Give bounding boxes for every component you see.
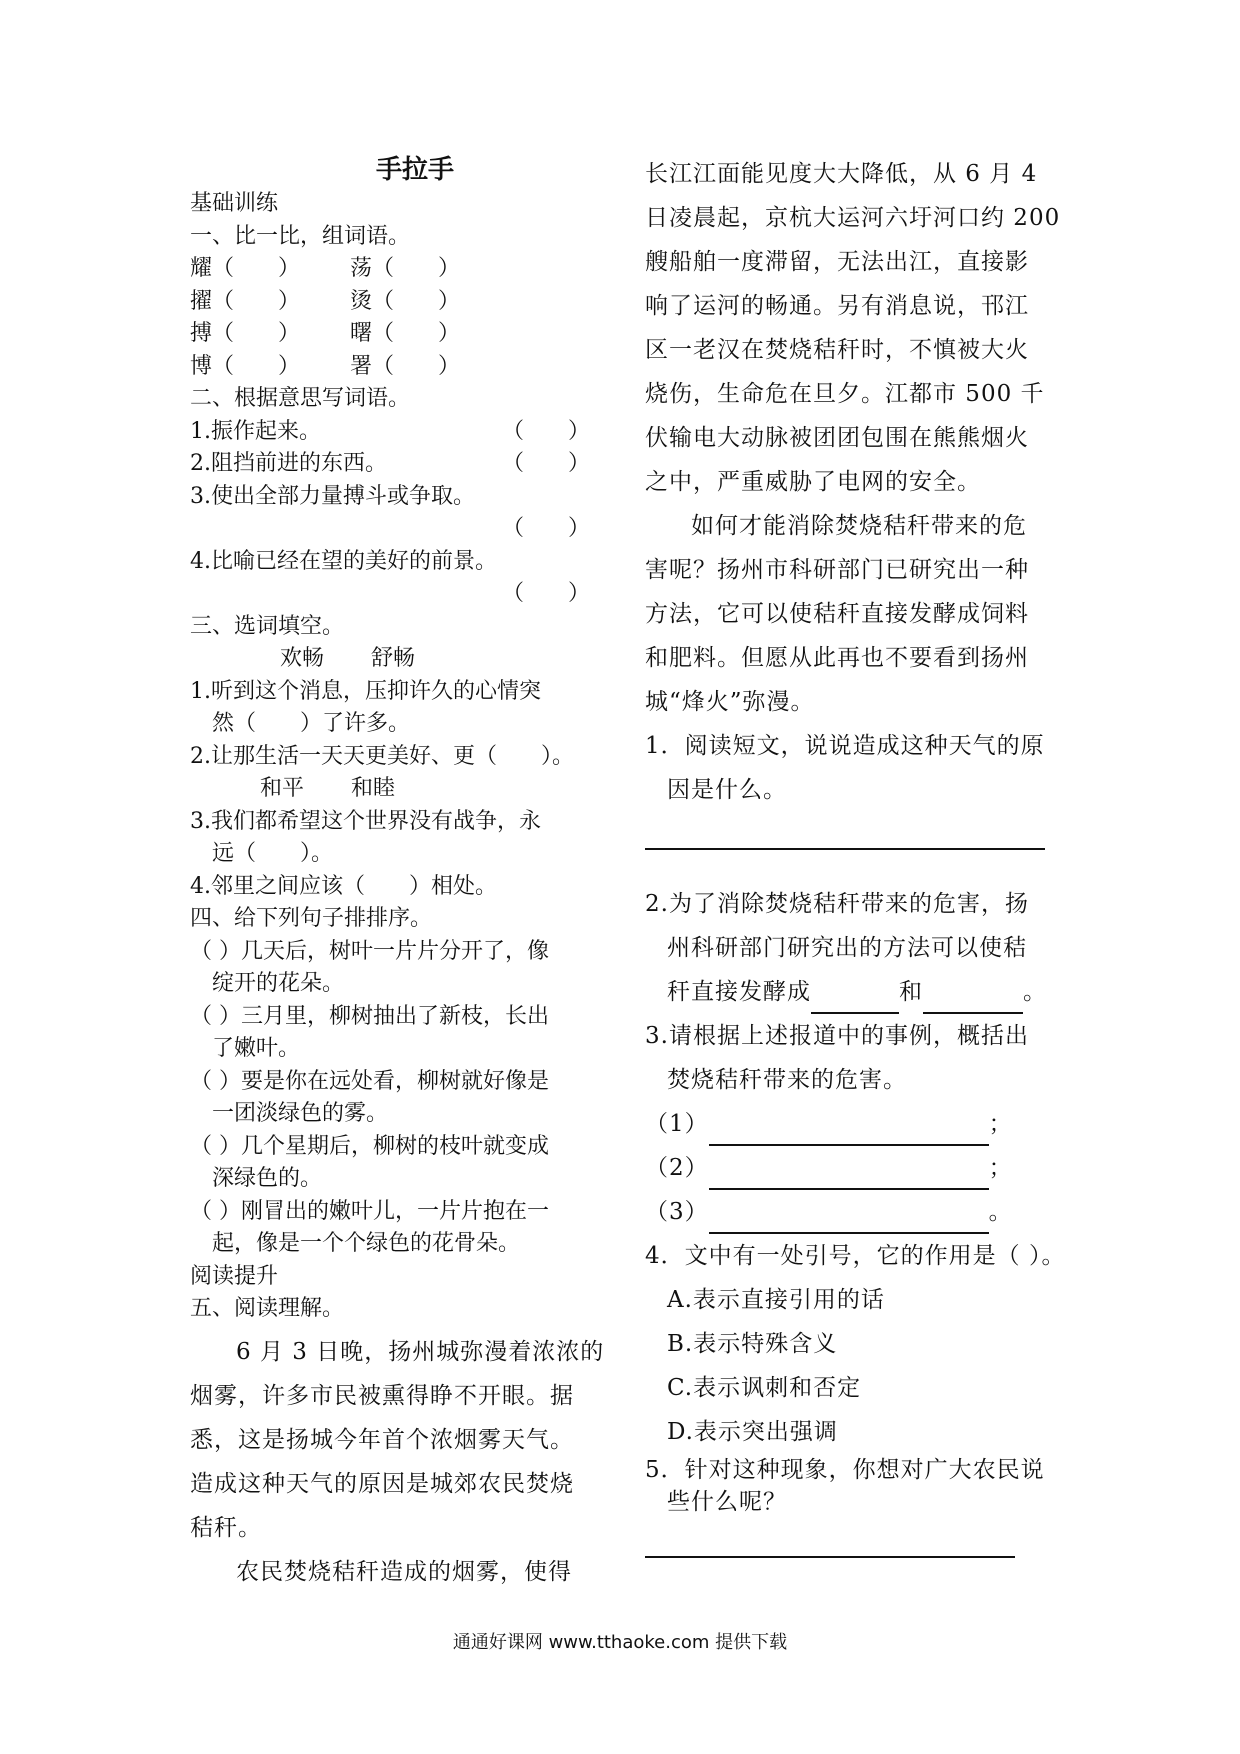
- r-q3-line: 3.请根据上述报道中的事例，概括出: [645, 1023, 1029, 1049]
- answer-paren[interactable]: （ ）: [501, 451, 590, 476]
- q1-item: 耀（ ）: [190, 256, 301, 281]
- r-q1-line: 1．阅读短文，说说造成这种天气的原: [645, 733, 1045, 759]
- q3-item: 然（ ）了许多。: [212, 711, 411, 736]
- answer-paren[interactable]: （ ）: [501, 581, 590, 606]
- r-q2-text: 和: [899, 979, 923, 1005]
- q4-item: 一团淡绿色的雾。: [212, 1101, 389, 1126]
- r-q5-line: 5．针对这种现象，你想对广大农民说: [645, 1457, 1045, 1483]
- passage-line: 6 月 3 日晚，扬州城弥漫着浓浓的: [236, 1338, 605, 1365]
- passage-line: 日凌晨起，京杭大运河六圩河口约 200: [645, 205, 1061, 231]
- r-q3-blank-row: [645, 1190, 1065, 1234]
- r-q4-option: A.表示直接引用的话: [667, 1287, 885, 1313]
- word-choices: [190, 643, 610, 676]
- passage-line: 秸秆。: [190, 1514, 262, 1541]
- passage-line: 造成这种天气的原因是城郊农民焚烧: [190, 1470, 574, 1497]
- q2-answer-row: [190, 513, 610, 546]
- blank-end: 。: [988, 1199, 1013, 1225]
- passage-line: 烧伤，生命危在旦夕。江都市 500 千: [645, 381, 1045, 407]
- passage-line: 方法，它可以使秸秆直接发酵成饲料: [645, 601, 1029, 627]
- q1-item: 荡（ ）: [350, 256, 461, 281]
- r-q1-line: 因是什么。: [667, 777, 787, 803]
- right-column: [645, 152, 1065, 1594]
- blank-label: （1）: [645, 1111, 709, 1137]
- r-q2-text: 秆直接发酵成: [667, 979, 811, 1005]
- q1-pair-row: [190, 286, 610, 319]
- section-reading: 阅读提升: [190, 1263, 279, 1289]
- passage-line: 害呢？扬州市科研部门已研究出一种: [645, 557, 1029, 583]
- word-choice: 和睦: [351, 776, 396, 801]
- q1-item: 博（ ）: [190, 353, 301, 379]
- r-q1-answer-area: [645, 846, 1065, 882]
- r-q2-line: 2.为了消除焚烧秸秆带来的危害，扬: [645, 891, 1029, 917]
- passage-line: 烟雾，许多市民被熏得睁不开眼。据: [190, 1382, 574, 1409]
- q3-item: 远（ ）。: [212, 841, 334, 866]
- r-q2-line: 州科研部门研究出的方法可以使秸: [667, 935, 1027, 961]
- passage-line: 和肥料。但愿从此再也不要看到扬州: [645, 645, 1029, 671]
- q3-item: 3.我们都希望这个世界没有战争，永: [190, 808, 541, 834]
- blank-label: （3）: [645, 1199, 709, 1225]
- r-q5-answer-area: [645, 1554, 1065, 1594]
- q1-item: 署（ ）: [350, 353, 461, 379]
- q3-item: 2.让那生活一天天更美好、更（ ）。: [190, 743, 574, 769]
- r-q2-text: 。: [1023, 979, 1047, 1005]
- answer-blank[interactable]: [709, 1118, 989, 1146]
- page-title: 手拉手: [375, 155, 454, 185]
- word-choices: [190, 773, 610, 806]
- q4-item: （ ）要是你在远处看，柳树就好像是: [190, 1068, 549, 1094]
- section-basic: 基础训练: [190, 191, 279, 216]
- q4-item: 起，像是一个个绿色的花骨朵。: [212, 1231, 521, 1256]
- word-choice: 和平: [260, 776, 305, 801]
- q4-item: 了嫩叶。: [212, 1036, 301, 1061]
- r-q4-option: C.表示讽刺和否定: [667, 1375, 862, 1401]
- r-q3-line: 焚烧秸秆带来的危害。: [667, 1067, 907, 1093]
- q4-item: 深绿色的。: [212, 1166, 323, 1191]
- left-column: [190, 152, 610, 1594]
- q3-item: 4.邻里之间应该（ ）相处。: [190, 873, 497, 899]
- passage-line: 区一老汉在焚烧秸秆时，不慎被大火: [645, 337, 1029, 363]
- q4-title: 四、给下列句子排排序。: [190, 906, 433, 931]
- answer-blank[interactable]: [709, 1206, 989, 1234]
- q2-item: [190, 416, 610, 449]
- q1-item: 烫（ ）: [350, 288, 461, 314]
- answer-paren[interactable]: （ ）: [501, 516, 590, 541]
- r-q2-line3: [645, 970, 1065, 1014]
- answer-blank[interactable]: [923, 986, 1023, 1014]
- q2-item-text: 1.振作起来。: [190, 418, 321, 444]
- answer-blank[interactable]: [811, 986, 899, 1014]
- passage-line: 悉，这是扬城今年首个浓烟雾天气。: [190, 1426, 574, 1453]
- q1-item: 曙（ ）: [350, 321, 461, 346]
- q2-item-text: 4.比喻已经在望的美好的前景。: [190, 548, 497, 574]
- q1-pair-row: [190, 351, 610, 384]
- r-q3-blank-row: [645, 1146, 1065, 1190]
- r-q4-line: 4．文中有一处引号，它的作用是（ ）。: [645, 1243, 1066, 1269]
- answer-line[interactable]: [645, 1554, 1015, 1558]
- q2-item-text: 2.阻挡前进的东西。: [190, 451, 387, 476]
- q1-title: 一、比一比，组词语。: [190, 223, 411, 249]
- word-choice: 欢畅: [280, 646, 325, 671]
- blank-label: （2）: [645, 1155, 709, 1181]
- q1-pair-row: [190, 318, 610, 351]
- answer-line[interactable]: [645, 846, 1045, 850]
- passage-line: 响了运河的畅通。另有消息说，邗江: [645, 293, 1029, 319]
- q4-item: 绽开的花朵。: [212, 971, 345, 996]
- passage-line: 如何才能消除焚烧秸秆带来的危: [691, 513, 1027, 539]
- r-q5-line: 些什么呢？: [667, 1489, 787, 1515]
- q1-pair-row: [190, 253, 610, 286]
- q3-item: 1.听到这个消息，压抑许久的心情突: [190, 678, 541, 704]
- r-q4-option: B.表示特殊含义: [667, 1331, 838, 1357]
- word-choice: 舒畅: [371, 646, 416, 671]
- q1-item: 擢（ ）: [190, 288, 301, 314]
- q4-item: （ ）几天后，树叶一片片分开了，像: [190, 938, 549, 964]
- blank-end: ；: [988, 1155, 1013, 1181]
- passage-line: 城“烽火”弥漫。: [645, 689, 815, 715]
- q4-item: （ ）刚冒出的嫩叶儿，一片片抱在一: [190, 1198, 549, 1224]
- q2-answer-row: [190, 578, 610, 611]
- r-q4-option: D.表示突出强调: [667, 1419, 838, 1445]
- q2-item: [190, 448, 610, 481]
- passage-line: 艘船舶一度滞留，无法出江，直接影: [645, 249, 1029, 275]
- q4-item: （ ）三月里，柳树抽出了新枝，长出: [190, 1003, 549, 1029]
- q2-item-text: 3.使出全部力量搏斗或争取。: [190, 483, 475, 509]
- q3-title: 三、选词填空。: [190, 613, 345, 639]
- q4-item: （ ）几个星期后，柳树的枝叶就变成: [190, 1133, 549, 1159]
- footer-credit: 通通好课网 www.tthaoke.com 提供下载: [452, 1632, 788, 1653]
- q2-title: 二、根据意思写词语。: [190, 386, 411, 411]
- passage-line: 伏输电大动脉被团团包围在熊熊烟火: [645, 425, 1029, 451]
- q1-item: 搏（ ）: [190, 321, 301, 346]
- blank-end: ；: [988, 1111, 1013, 1137]
- r-q3-blank-row: [645, 1102, 1065, 1146]
- passage-line: 长江江面能见度大大降低，从 6 月 4: [645, 161, 1038, 187]
- passage-line: 农民焚烧秸秆造成的烟雾，使得: [236, 1558, 572, 1585]
- q5-title: 五、阅读理解。: [190, 1296, 345, 1321]
- answer-blank[interactable]: [709, 1162, 989, 1190]
- passage-line: 之中，严重威胁了电网的安全。: [645, 469, 981, 495]
- answer-paren[interactable]: （ ）: [501, 418, 590, 444]
